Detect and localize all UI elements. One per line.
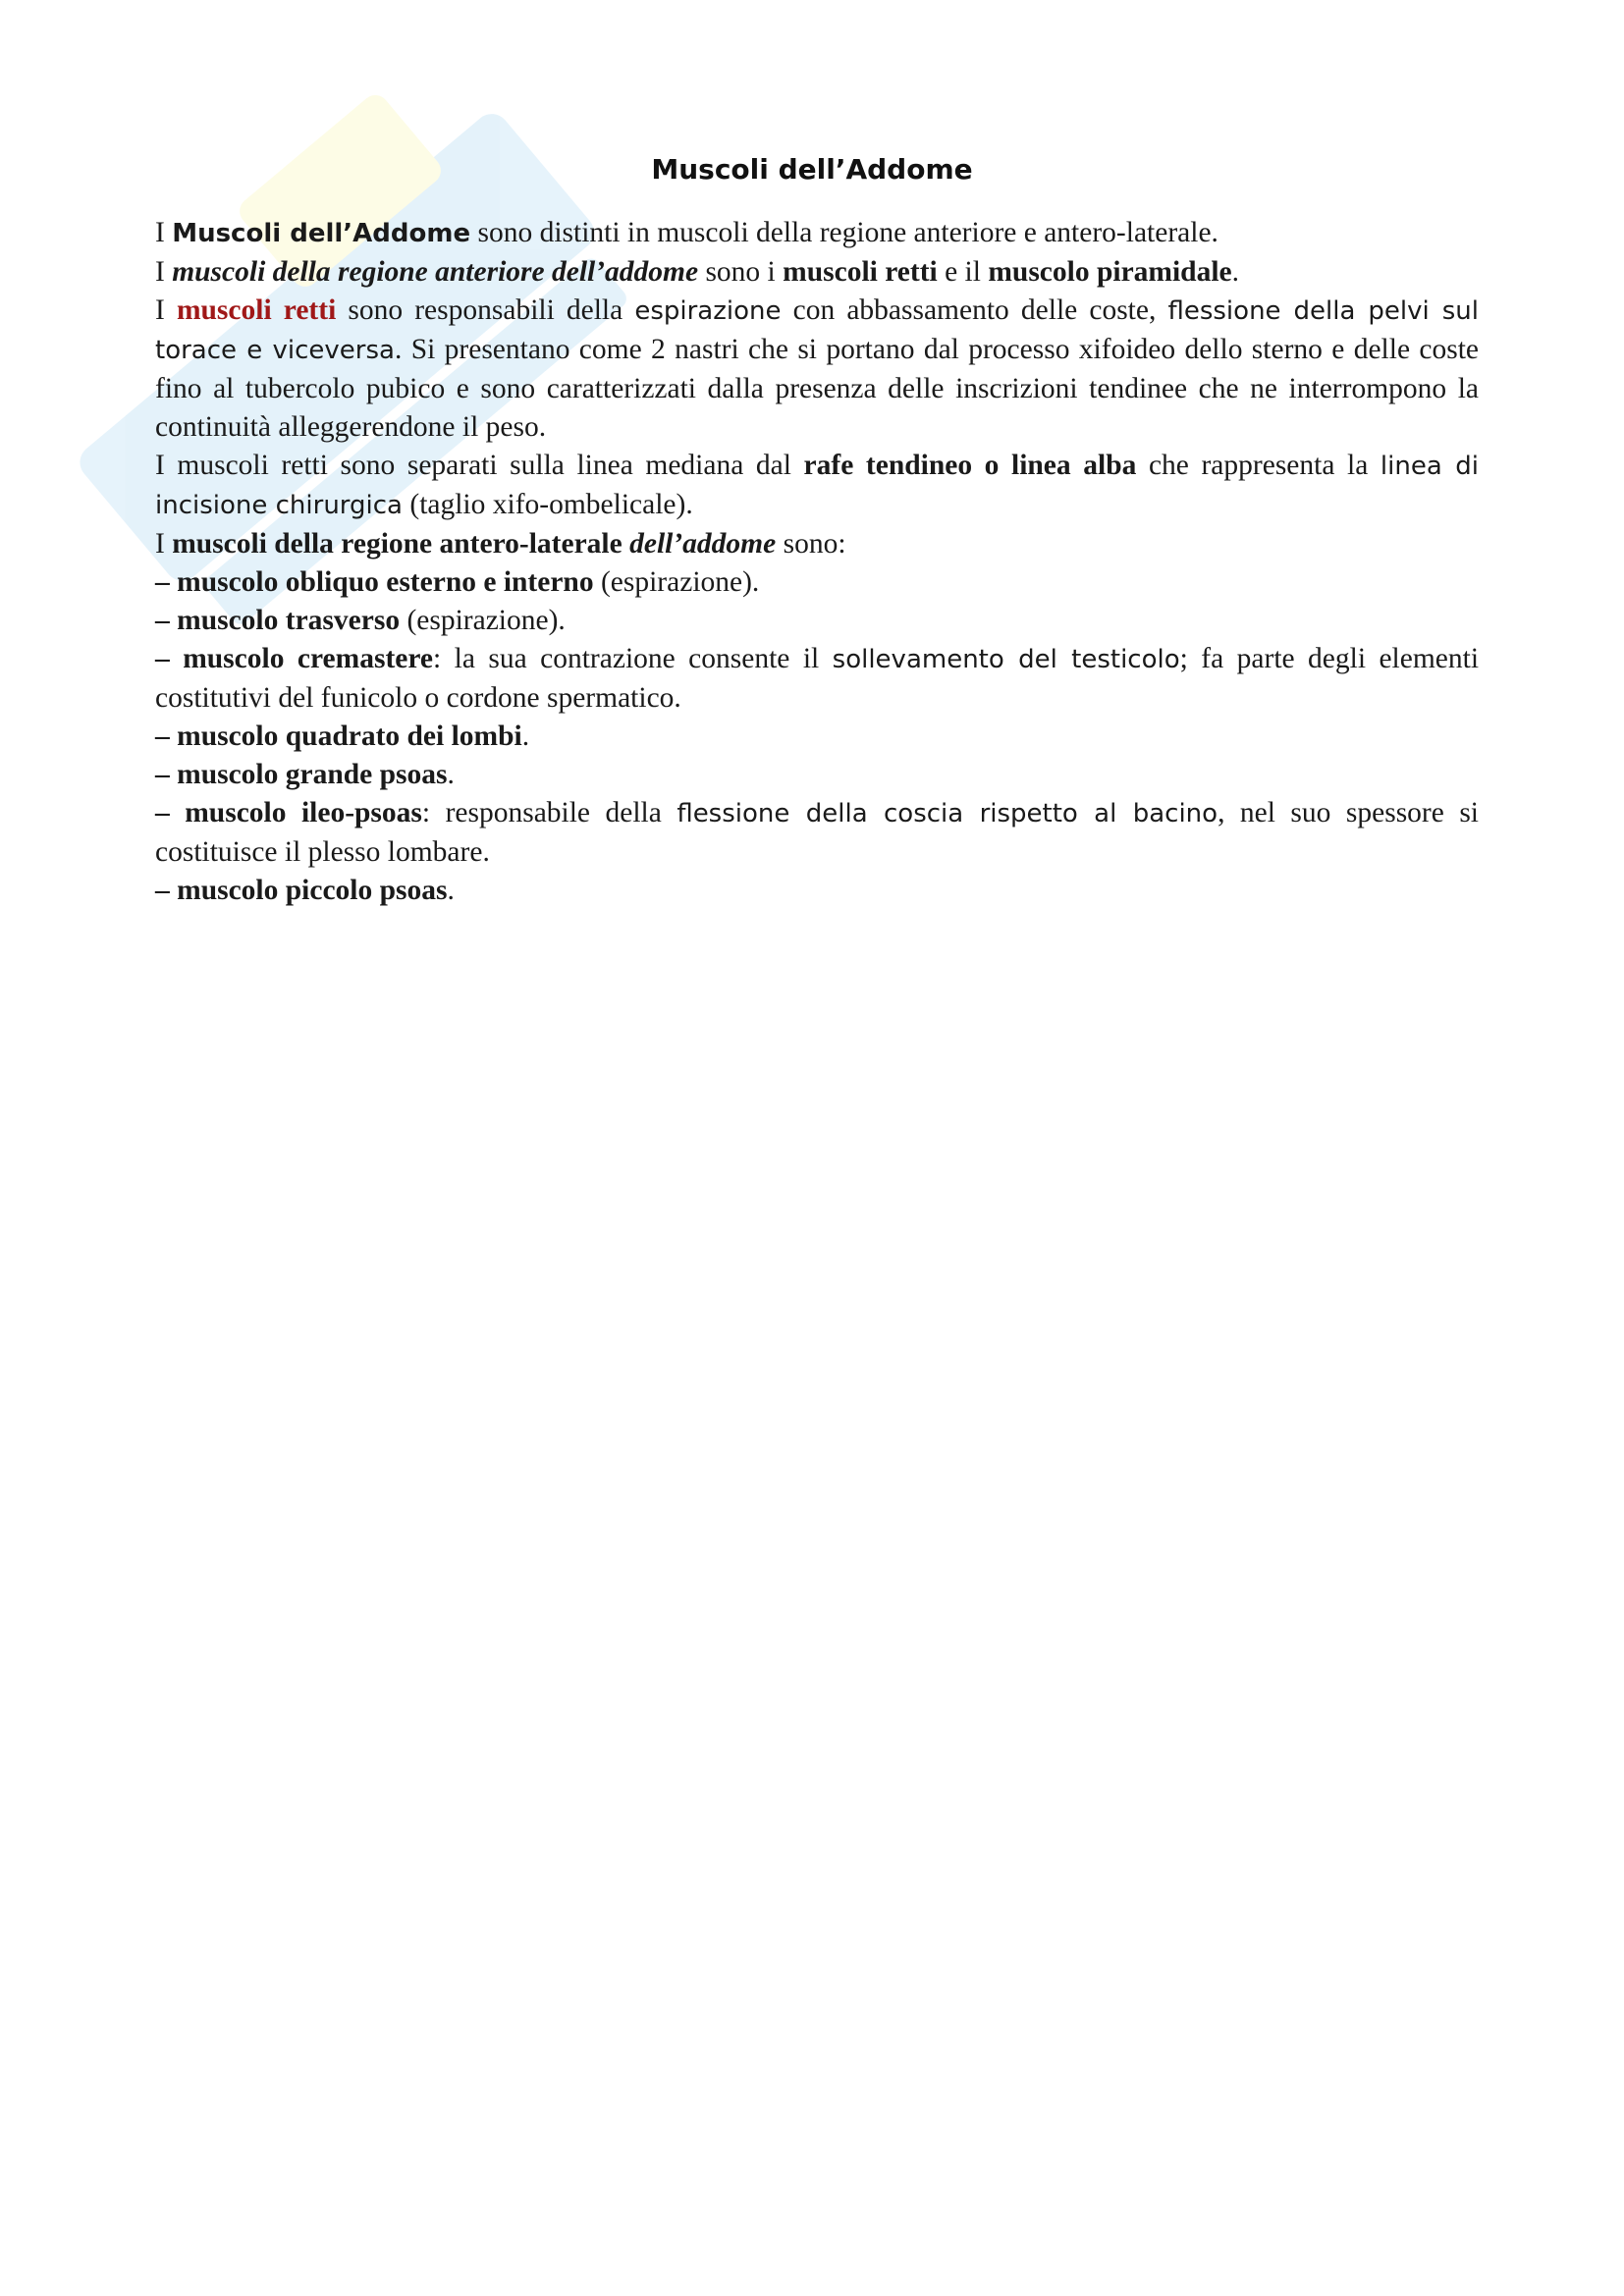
- list-item-7: – muscolo piccolo psoas.: [155, 875, 455, 906]
- paragraph-2: I muscoli della regione anteriore dell’addome sono i muscoli retti e il muscolo piramidale.: [155, 256, 1240, 288]
- list-item-1: – muscolo obliquo esterno e interno (espirazione).: [155, 566, 760, 598]
- list-item-5: – muscolo grande psoas.: [155, 759, 455, 790]
- list-item-2: – muscolo trasverso (espirazione).: [155, 605, 566, 636]
- paragraph-5: I muscoli della regione antero-laterale dell’addome sono:: [155, 528, 846, 560]
- list-item-4: – muscolo quadrato dei lombi.: [155, 721, 530, 752]
- paragraph-4: I muscoli retti sono separati sulla linea mediana dal rafe tendineo o linea alba che rappresenta la linea di incisione chirurgica (taglio xifo-ombelicale).: [155, 450, 1479, 520]
- list-item-6: – muscolo ileo-psoas: responsabile della flessione della coscia rispetto al bacino, nel suo spessore si costituisce il plesso lombare.: [155, 797, 1479, 868]
- paragraph-1: I Muscoli dell’Addome sono distinti in muscoli della regione anteriore e antero-laterale.: [155, 217, 1218, 248]
- list-item-3: – muscolo cremastere: la sua contrazione consente il sollevamento del testicolo; fa parte degli elementi costitutivi del funicolo o cordone spermatico.: [155, 643, 1480, 714]
- page-title: Muscoli dell’Addome: [651, 153, 973, 186]
- document-body: [155, 214, 1479, 910]
- paragraph-3: I muscoli retti sono responsabili della espirazione con abbassamento delle coste, flessione della pelvi sul torace e viceversa. Si presentano come 2 nastri che si portano dal processo xifoideo dello sterno e delle coste fino al tubercolo pubico e sono caratterizzati dalla presenza delle inscrizioni tendinee che ne interrompono la continuità alleggerendone il peso.: [155, 294, 1480, 443]
